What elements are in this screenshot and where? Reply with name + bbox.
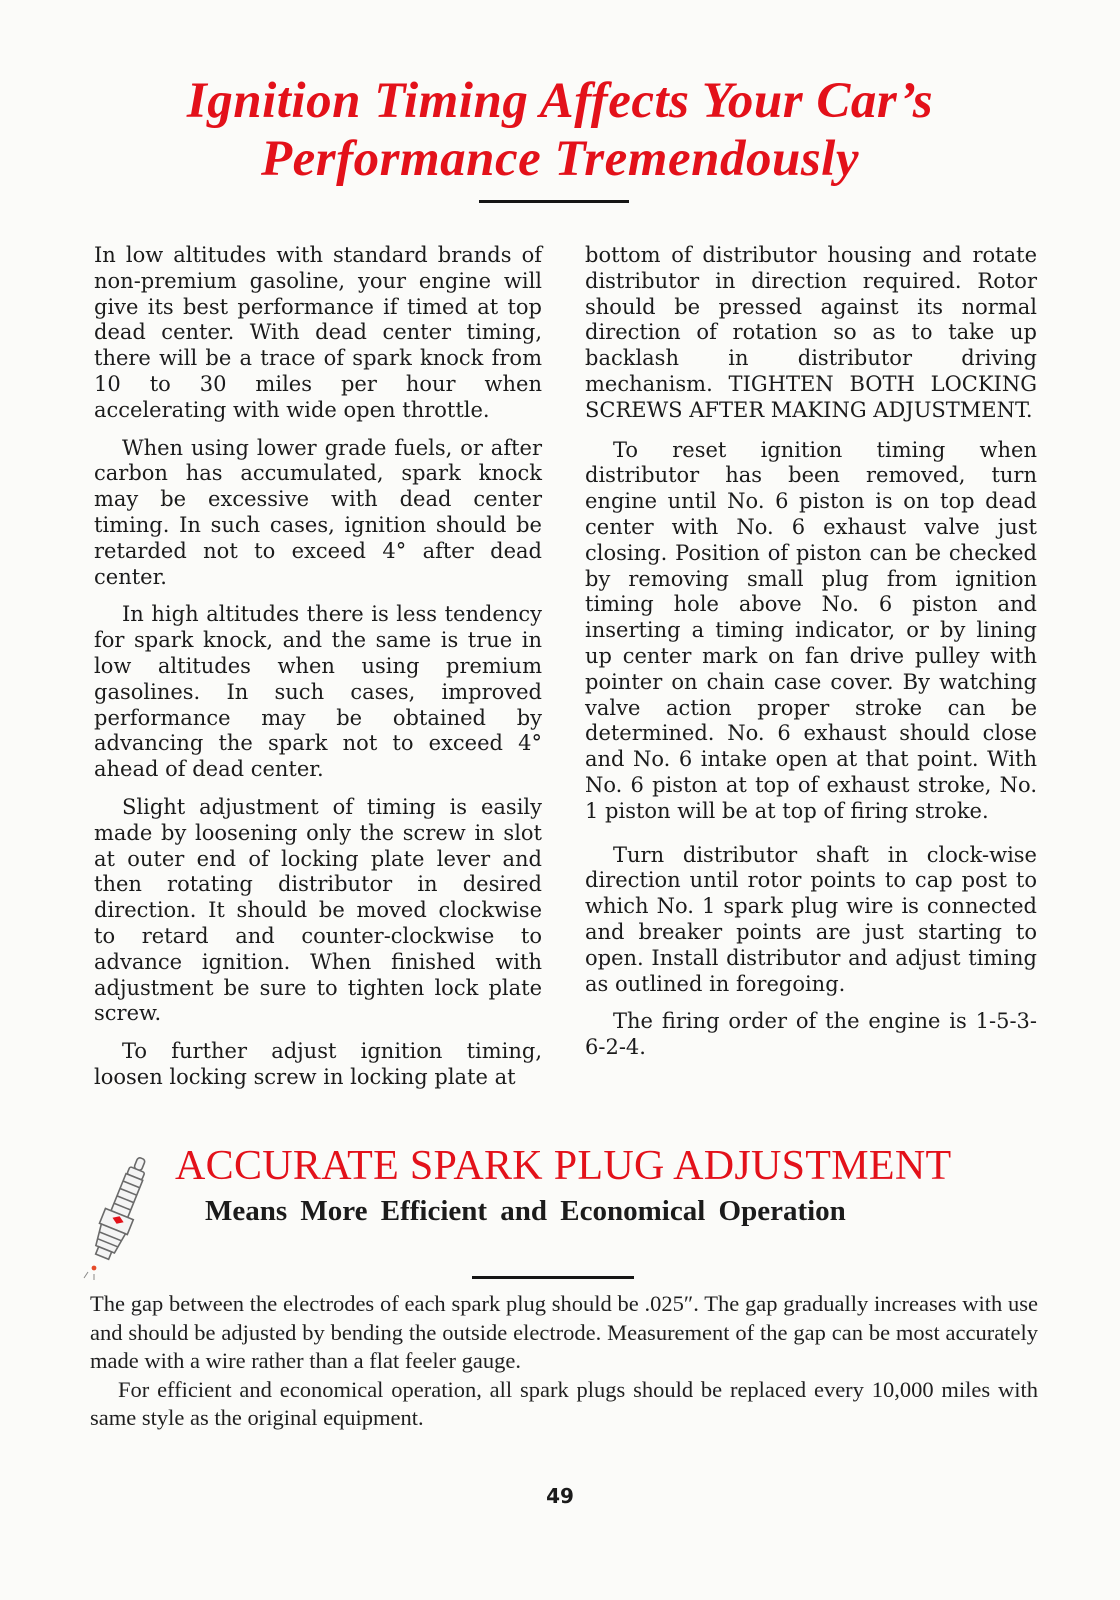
title-divider	[479, 200, 629, 203]
section-subheading: Means More Efficient and Economical Operation	[205, 1195, 846, 1227]
spark-plug-text	[90, 1290, 1038, 1433]
paragraph: When using lower grade fuels, or after carbon has accumulated, spark knock may be excessive with dead center timing. In such cases, ignition should be retarded not to exceed 4° after dead center.	[94, 435, 542, 589]
section-divider	[472, 1276, 634, 1279]
paragraph: bottom of distributor housing and rotate distributor in direction required. Rotor should be pressed against its normal direction of rotation so as to take up backlash in distributor driving mechanism. TIGHTEN BOTH LOCKING SCREWS AFTER MAKING ADJUSTMENT.	[585, 243, 1037, 422]
paragraph: Slight adjustment of timing is easily made by loosening only the screw in slot at outer end of locking plate lever and then rotating distributor in desired direction. It should be moved clockwise to retard and counter-clockwise to advance ignition. When finished with adjustment be sure to tighten lock plate screw.	[94, 794, 542, 1026]
left-column	[94, 243, 542, 1091]
page-title	[60, 72, 1060, 188]
page-title-line-2: Performance Tremendously	[261, 131, 859, 187]
paragraph: To reset ignition timing when distributor has been removed, turn engine until No. 6 piston is on top dead center with No. 6 exhaust valve just closing. Position of piston can be checked by removing small plug from ignition timing hole above No. 6 piston and inserting a timing indicator, or by lining up center mark on fan drive pulley with pointer on chain case cover. By watching valve action proper stroke can be determined. No. 6 exhaust should close and No. 6 intake open at that point. With No. 6 piston at top of exhaust stroke, No. 1 piston will be at top of firing stroke.	[585, 437, 1037, 823]
page-number: 49	[546, 1484, 574, 1508]
paragraph: In high altitudes there is less tendency for spark knock, and the same is true in low altitudes when using premium gasolines. In such cases, improved performance may be obtained by advancing the spark not to exceed 4° ahead of dead center.	[94, 602, 542, 782]
paragraph: Turn distributor shaft in clock-wise direction until rotor points to cap post to which No. 1 spark plug wire is connected and breaker points are just starting to open. Install distributor and adjust timing as outlined in foregoing.	[585, 842, 1037, 996]
paragraph: For efficient and economical operation, all spark plugs should be replaced every 10,000 miles with same style as the original equipment.	[90, 1376, 1038, 1431]
paragraph: The firing order of the engine is 1-5-3-6-2-4.	[585, 1009, 1037, 1060]
paragraph: The gap between the electrodes of each spark plug should be .025″. The gap gradually increases with use and should be adjusted by bending the outside electrode. Measurement of the gap can be most accurately made with a wire rather than a flat feeler gauge.	[90, 1291, 1038, 1374]
paragraph: In low altitudes with standard brands of non-premium gasoline, your engine will give its best performance if timed at top dead center. With dead center timing, there will be a trace of spark knock from 10 to 30 miles per hour when accelerating with wide open throttle.	[94, 243, 542, 422]
spark-plug-icon	[74, 1150, 164, 1280]
paragraph: To further adjust ignition timing, loosen locking screw in locking plate at	[94, 1039, 542, 1089]
section-heading: ACCURATE SPARK PLUG ADJUSTMENT	[175, 1143, 952, 1189]
right-column	[585, 243, 1037, 1061]
page-title-line-1: Ignition Timing Affects Your Car’s	[186, 73, 934, 129]
